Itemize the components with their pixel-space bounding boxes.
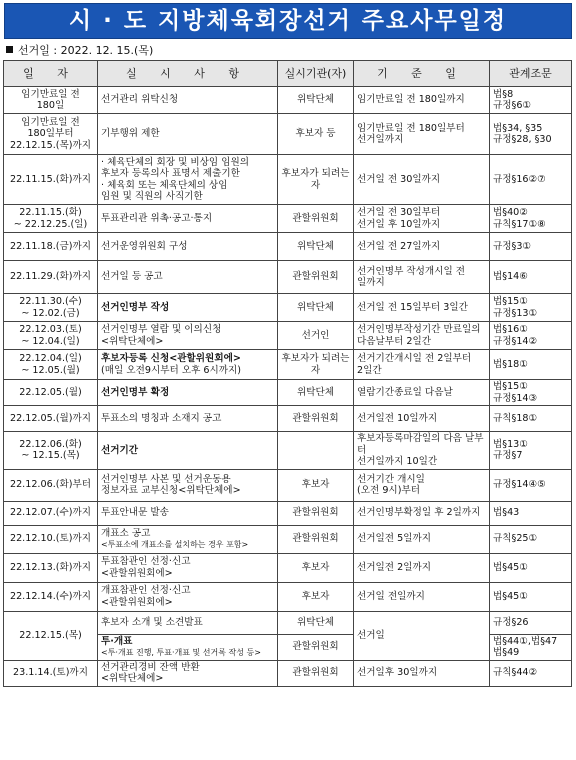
basis-cell <box>354 553 490 582</box>
org-cell-line: 관할위원회 <box>292 507 339 519</box>
header-law: 관계조문 <box>490 61 572 87</box>
law-cell-line: 법§34, §35 <box>493 122 543 134</box>
item-cell-line: 투표소의 명칭과 소재지 공고 <box>101 412 222 424</box>
item-cell <box>98 155 278 205</box>
law-cell-line: 규정§6① <box>493 100 532 111</box>
date-cell-line: 22.12.05.(월) <box>19 386 82 398</box>
item-cell-line: · 체육회 또는 체육단체의 상임 <box>101 179 228 191</box>
law-cell-line: 법§15① <box>493 381 528 392</box>
item-cell-line: <위탁단체에> <box>101 673 164 684</box>
basis-cell-line: 선거일까지 <box>357 134 404 145</box>
basis-cell <box>354 380 490 406</box>
org-cell <box>278 322 354 350</box>
date-cell-line: 임기만료일 전 <box>21 116 80 128</box>
law-cell <box>490 294 572 322</box>
basis-cell-line: 선거기간개시일 전 2일부터 <box>357 353 472 364</box>
item-cell <box>98 525 278 553</box>
basis-cell <box>354 322 490 350</box>
date-cell-line: 22.11.30.(수) <box>19 296 82 307</box>
basis-cell <box>354 469 490 501</box>
item-cell-line: 선거인명부 작성 <box>101 301 170 313</box>
law-cell <box>490 660 572 686</box>
date-cell-line: 22.12.15.(목)까지 <box>9 139 92 151</box>
basis-cell <box>354 525 490 553</box>
item-cell <box>98 660 278 686</box>
basis-cell-line: 선거일 전일까지 <box>357 590 425 602</box>
org-cell <box>278 406 354 432</box>
law-cell-line: 규칙§25① <box>493 533 538 545</box>
law-cell-line: 규정§26 <box>493 616 529 628</box>
item-cell <box>98 350 278 380</box>
org-cell-line: 후보자 <box>301 561 330 573</box>
law-cell-line: 규정§14④⑤ <box>493 479 546 491</box>
law-cell <box>490 553 572 582</box>
date-cell-line: ~ 12.15.(목) <box>21 450 80 462</box>
basis-cell-line: 선거일전 10일까지 <box>357 412 438 424</box>
org-cell-line: 관할위원회 <box>292 641 339 653</box>
law-cell-line: 법§18① <box>493 358 528 370</box>
item-cell <box>98 553 278 582</box>
basis-cell <box>354 611 490 660</box>
basis-cell <box>354 432 490 470</box>
date-cell-line: 22.12.05.(월)까지 <box>9 412 92 424</box>
item-cell-line: 후보자 소개 및 소견발표 <box>101 616 203 628</box>
date-cell <box>4 294 98 322</box>
org-cell-line: 선거인 <box>301 329 330 341</box>
date-cell-line: 22.11.15.(화)까지 <box>9 173 92 185</box>
org-cell <box>278 114 354 155</box>
table-row <box>4 205 572 233</box>
date-cell-line: 22.12.06.(화)부터 <box>9 479 92 491</box>
org-cell <box>278 87 354 114</box>
table-row <box>4 322 572 350</box>
election-date <box>6 42 153 58</box>
item-cell-line: 선거인명부 열람 및 이의신청 <box>101 324 222 335</box>
item-cell-line: 투표관리관 위촉·공고·통지 <box>101 212 213 224</box>
date-cell <box>4 553 98 582</box>
org-cell-line: 위탁단체 <box>296 94 335 106</box>
table-row <box>4 469 572 501</box>
page-title: 시 · 도 지방체육회장선거 주요사무일정 <box>4 3 572 39</box>
date-cell <box>4 155 98 205</box>
item-cell <box>98 634 278 660</box>
law-cell <box>490 233 572 261</box>
org-cell-line: 위탁단체 <box>296 616 335 628</box>
item-cell-line: 선거인명부 확정 <box>101 386 170 398</box>
date-cell-line: 22.11.29.(화)까지 <box>9 271 92 283</box>
table-row <box>4 87 572 114</box>
item-cell <box>98 322 278 350</box>
table-row <box>4 380 572 406</box>
date-cell-line: 180일부터 <box>27 128 74 140</box>
law-cell-line: 규정§14③ <box>493 392 538 404</box>
law-cell-line: 규정§13① <box>493 307 538 319</box>
org-cell-line: 관할위원회 <box>292 212 339 224</box>
date-cell <box>4 406 98 432</box>
org-cell-line: 후보자가 되려는 자 <box>281 168 350 191</box>
law-cell-line: 규정§14② <box>493 335 538 347</box>
item-cell-line: 기부행위 제한 <box>101 128 160 140</box>
table-row <box>4 261 572 294</box>
law-cell-line: 규칙§44② <box>493 667 538 679</box>
basis-cell-line: 일까지 <box>357 277 385 288</box>
law-cell <box>490 350 572 380</box>
table-row <box>4 553 572 582</box>
law-cell-line: 법§40② <box>493 207 528 218</box>
item-cell-line: 정보자료 교부신청<위탁단체에> <box>101 485 241 496</box>
law-cell-line: 법§49 <box>493 647 520 658</box>
item-cell-line: <관할위원회에> <box>101 596 173 608</box>
item-cell-line: 선거일 등 공고 <box>101 271 163 283</box>
basis-cell-line: 선거일 전 27일까지 <box>357 240 441 252</box>
item-cell-line: 개표참관인 선정·신고 <box>101 585 191 596</box>
item-cell-line: 선거인명부 사본 및 선거운동용 <box>101 473 231 485</box>
item-cell-line: <투표소에 개표소를 설치하는 경우 포함> <box>101 539 249 549</box>
item-cell-line: (매일 오전9시부터 오후 6시까지) <box>101 364 242 376</box>
law-cell-line: 법§45① <box>493 590 528 602</box>
basis-cell <box>354 501 490 525</box>
table-header-row <box>4 61 572 87</box>
law-cell-line: 법§45① <box>493 561 528 573</box>
date-cell-line: 22.12.13.(화)까지 <box>9 561 92 573</box>
law-cell <box>490 406 572 432</box>
basis-cell <box>354 582 490 611</box>
item-cell <box>98 611 278 634</box>
law-cell <box>490 501 572 525</box>
law-cell-line: 규정§16②⑦ <box>493 173 546 185</box>
law-cell <box>490 380 572 406</box>
item-cell <box>98 114 278 155</box>
org-cell-line: 위탁단체 <box>296 301 335 313</box>
law-cell-line: 법§14⑥ <box>493 271 528 283</box>
table-row <box>4 501 572 525</box>
item-cell <box>98 205 278 233</box>
basis-cell <box>354 87 490 114</box>
date-cell-line: 22.12.04.(일) <box>19 353 82 364</box>
org-cell <box>278 469 354 501</box>
item-cell <box>98 233 278 261</box>
item-cell-line: 투표참관인 선정·신고 <box>101 556 191 567</box>
law-cell-line: 규정§3① <box>493 240 532 252</box>
org-cell-line: 후보자 <box>301 590 330 602</box>
table-row <box>4 114 572 155</box>
basis-cell <box>354 350 490 380</box>
item-cell <box>98 380 278 406</box>
org-cell <box>278 501 354 525</box>
basis-cell <box>354 261 490 294</box>
date-cell-line: 22.12.06.(화) <box>19 438 82 450</box>
org-cell <box>278 432 354 470</box>
date-cell-line: 22.12.03.(토) <box>19 324 82 335</box>
item-cell-line: 후보자등록 신청<관할위원회에> <box>101 353 241 364</box>
date-cell <box>4 380 98 406</box>
item-cell-line: 선거운영위원회 구성 <box>101 240 188 252</box>
item-cell-line: · 체육단체의 회장 및 비상임 임원의 <box>101 156 250 168</box>
law-cell-line: 법§44①,법§47 <box>493 635 558 647</box>
item-cell <box>98 501 278 525</box>
date-cell-line: 임기만료일 전 <box>21 88 80 100</box>
header-org: 실시기관(자) <box>278 61 354 87</box>
basis-cell <box>354 233 490 261</box>
basis-cell <box>354 294 490 322</box>
header-item: 실 시 사 항 <box>98 61 278 87</box>
org-cell <box>278 261 354 294</box>
table-row <box>4 432 572 470</box>
item-cell-line: 개표소 공고 <box>101 528 151 540</box>
org-cell-line: 위탁단체 <box>296 386 335 398</box>
date-cell-line: 22.11.18.(금)까지 <box>9 240 92 252</box>
basis-cell <box>354 406 490 432</box>
election-date-text: 선거일 : 2022. 12. 15.(목) <box>18 44 154 57</box>
org-cell <box>278 660 354 686</box>
law-cell-line: 규칙§17①⑧ <box>493 218 546 230</box>
date-cell <box>4 114 98 155</box>
item-cell-line: 임원 및 직원의 사직기한 <box>101 191 203 202</box>
date-cell-line: ~ 12.02.(금) <box>21 307 80 319</box>
date-cell-line: 22.12.15.(목) <box>19 629 82 641</box>
law-cell-line: 규정§7 <box>493 450 523 462</box>
table-row <box>4 611 572 634</box>
org-cell <box>278 634 354 660</box>
basis-cell <box>354 155 490 205</box>
date-cell <box>4 261 98 294</box>
item-cell <box>98 582 278 611</box>
basis-cell-line: 선거기간 개시일 <box>357 473 425 485</box>
table-row <box>4 350 572 380</box>
law-cell <box>490 634 572 660</box>
schedule-table <box>3 60 572 687</box>
date-cell <box>4 432 98 470</box>
basis-cell-line: 선거인명부확정일 후 2일까지 <box>357 507 481 519</box>
item-cell <box>98 406 278 432</box>
org-cell <box>278 155 354 205</box>
org-cell-line: 관할위원회 <box>292 667 339 679</box>
basis-cell-line: 2일간 <box>357 364 382 376</box>
basis-cell-line: 선거일 전 30일부터 <box>357 207 441 218</box>
date-cell-line: 180일 <box>36 100 65 111</box>
basis-cell-line: 선거일까지 10일간 <box>357 456 438 467</box>
law-cell-line: 규칙§18① <box>493 412 538 424</box>
date-cell-line: 22.11.15.(화) <box>19 207 82 218</box>
table-row <box>4 294 572 322</box>
date-cell-line: ~ 22.12.25.(일) <box>13 218 88 230</box>
law-cell <box>490 322 572 350</box>
table-row <box>4 525 572 553</box>
basis-cell-line: 임기만료일 전 180일부터 <box>357 122 465 134</box>
org-cell <box>278 380 354 406</box>
org-cell-line: 관할위원회 <box>292 271 339 283</box>
basis-cell-line: (오전 9시)부터 <box>357 485 420 496</box>
org-cell-line: 관할위원회 <box>292 412 339 424</box>
basis-cell-line: 선거일전 5일까지 <box>357 533 432 545</box>
date-cell-line: ~ 12.05.(월) <box>21 364 80 376</box>
law-cell <box>490 525 572 553</box>
header-basis: 기 준 일 <box>354 61 490 87</box>
item-cell-line: 투·개표 <box>101 636 133 648</box>
basis-cell-line: 선거일 <box>357 629 385 641</box>
date-cell-line: 23.1.14.(토)까지 <box>13 667 88 679</box>
org-cell <box>278 582 354 611</box>
law-cell <box>490 469 572 501</box>
basis-cell-line: 선거인명부작성기간 만료일의 <box>357 324 481 335</box>
item-cell-line: <투·개표 진행, 투표·개표 및 선거록 작성 등> <box>101 647 261 657</box>
org-cell <box>278 205 354 233</box>
org-cell-line: 후보자가 되려는 자 <box>281 353 350 376</box>
table-row <box>4 155 572 205</box>
date-cell <box>4 322 98 350</box>
date-cell-line: 22.12.07.(수)까지 <box>9 507 92 519</box>
basis-cell-line: 선거인명부 작성개시일 전 <box>357 265 466 277</box>
org-cell <box>278 294 354 322</box>
law-cell-line: 법§8 <box>493 88 514 100</box>
date-cell <box>4 205 98 233</box>
item-cell <box>98 294 278 322</box>
basis-cell-line: 후보자등록마감일의 다음 날부터 <box>357 433 484 456</box>
law-cell-line: 규정§28, §30 <box>493 134 552 145</box>
law-cell-line: 법§13① <box>493 438 528 450</box>
date-cell <box>4 660 98 686</box>
org-cell <box>278 611 354 634</box>
law-cell-line: 법§43 <box>493 507 520 519</box>
date-cell-line: ~ 12.04.(일) <box>21 335 80 347</box>
basis-cell-line: 선거일 전 30일까지 <box>357 173 441 185</box>
date-cell <box>4 525 98 553</box>
law-cell <box>490 432 572 470</box>
law-cell <box>490 205 572 233</box>
item-cell <box>98 87 278 114</box>
date-cell <box>4 611 98 660</box>
date-cell-line: 22.12.10.(토)까지 <box>9 533 92 545</box>
table-row <box>4 582 572 611</box>
item-cell-line: 투표안내문 발송 <box>101 507 169 519</box>
law-cell <box>490 611 572 634</box>
basis-cell-line: 선거일 전 15일부터 3일간 <box>357 301 468 313</box>
item-cell-line: 선거관리경비 잔액 반환 <box>101 661 200 673</box>
table-row <box>4 233 572 261</box>
basis-cell-line: 선거일 후 10일까지 <box>357 218 441 230</box>
law-cell <box>490 87 572 114</box>
law-cell-line: 법§15① <box>493 296 528 307</box>
date-cell <box>4 350 98 380</box>
basis-cell-line: 선거일후 30일까지 <box>357 667 438 679</box>
item-cell <box>98 469 278 501</box>
date-cell <box>4 87 98 114</box>
item-cell-line: <위탁단체에> <box>101 335 164 347</box>
table-row <box>4 406 572 432</box>
date-cell <box>4 469 98 501</box>
item-cell-line: 선거기간 <box>101 444 139 456</box>
org-cell-line: 관할위원회 <box>292 533 339 545</box>
org-cell <box>278 553 354 582</box>
org-cell-line: 후보자 등 <box>295 128 336 140</box>
basis-cell <box>354 114 490 155</box>
basis-cell <box>354 660 490 686</box>
item-cell-line: 후보자 등록의사 표명서 제출기한 <box>101 168 240 179</box>
law-cell-line: 법§16① <box>493 324 528 335</box>
law-cell <box>490 582 572 611</box>
org-cell <box>278 233 354 261</box>
basis-cell-line: 임기만료일 전 180일까지 <box>357 94 465 106</box>
table-row <box>4 660 572 686</box>
item-cell <box>98 261 278 294</box>
law-cell <box>490 155 572 205</box>
basis-cell-line: 다음날부터 2일간 <box>357 335 432 347</box>
date-cell-line: 22.12.14.(수)까지 <box>9 590 92 602</box>
item-cell-line: 선거관리 위탁신청 <box>101 94 179 106</box>
item-cell-line: <관할위원회에> <box>101 567 173 579</box>
basis-cell-line: 선거일전 2일까지 <box>357 561 432 573</box>
date-cell <box>4 501 98 525</box>
org-cell-line: 후보자 <box>301 479 330 491</box>
org-cell <box>278 350 354 380</box>
square-bullet-icon <box>6 46 13 53</box>
header-date: 일 자 <box>4 61 98 87</box>
date-cell <box>4 582 98 611</box>
basis-cell <box>354 205 490 233</box>
basis-cell-line: 열람기간종료일 다음날 <box>357 386 453 398</box>
date-cell <box>4 233 98 261</box>
item-cell <box>98 432 278 470</box>
org-cell-line: 위탁단체 <box>296 240 335 252</box>
law-cell <box>490 114 572 155</box>
law-cell <box>490 261 572 294</box>
org-cell <box>278 525 354 553</box>
